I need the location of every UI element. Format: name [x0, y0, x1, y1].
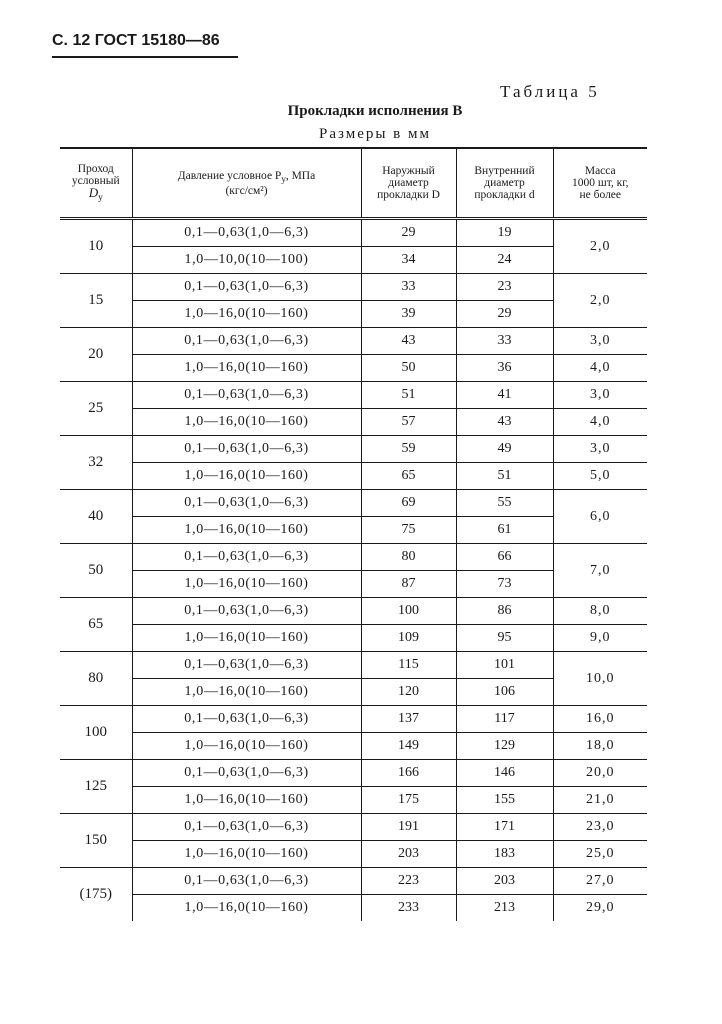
- mass-cell: 5,0: [553, 463, 647, 490]
- header-inner-line1: Внутренний: [474, 165, 535, 177]
- table-title: Прокладки исполнения В: [287, 103, 463, 119]
- pressure-cell: 1,0—16,0(10—160): [132, 409, 361, 436]
- mass-cell: 3,0: [553, 328, 647, 355]
- table-row: [60, 598, 647, 625]
- inner-diameter-cell: 24: [456, 247, 553, 274]
- outer-diameter-cell: 39: [361, 301, 456, 328]
- inner-diameter-cell: 66: [456, 544, 553, 571]
- outer-diameter-cell: 191: [361, 814, 456, 841]
- outer-diameter-cell: 59: [361, 436, 456, 463]
- header-pressure-unit: , МПа: [285, 169, 316, 182]
- pressure-cell: 0,1—0,63(1,0—6,3): [132, 706, 361, 733]
- outer-diameter-cell: 233: [361, 895, 456, 922]
- inner-diameter-cell: 55: [456, 490, 553, 517]
- outer-diameter-cell: 80: [361, 544, 456, 571]
- pressure-cell: 0,1—0,63(1,0—6,3): [132, 814, 361, 841]
- header-outer-diameter: [361, 148, 456, 219]
- units-caption: Размеры в мм: [318, 126, 431, 142]
- inner-diameter-cell: 43: [456, 409, 553, 436]
- outer-diameter-cell: 29: [361, 219, 456, 247]
- pressure-cell: 0,1—0,63(1,0—6,3): [132, 868, 361, 895]
- header-dn-subscript: у: [98, 192, 103, 202]
- mass-cell: 2,0: [553, 219, 647, 274]
- outer-diameter-cell: 65: [361, 463, 456, 490]
- outer-diameter-cell: 149: [361, 733, 456, 760]
- outer-diameter-cell: 34: [361, 247, 456, 274]
- outer-diameter-cell: 120: [361, 679, 456, 706]
- header-pressure-line2: (кгс/см²): [225, 184, 268, 197]
- pressure-cell: 1,0—16,0(10—160): [132, 571, 361, 598]
- inner-diameter-cell: 203: [456, 868, 553, 895]
- outer-diameter-cell: 87: [361, 571, 456, 598]
- outer-diameter-cell: 137: [361, 706, 456, 733]
- pressure-cell: 1,0—16,0(10—160): [132, 625, 361, 652]
- gasket-dimensions-table: [60, 147, 647, 921]
- mass-cell: 27,0: [553, 868, 647, 895]
- pressure-cell: 1,0—10,0(10—100): [132, 247, 361, 274]
- outer-diameter-cell: 223: [361, 868, 456, 895]
- inner-diameter-cell: 36: [456, 355, 553, 382]
- pressure-cell: 1,0—16,0(10—160): [132, 517, 361, 544]
- table-row: [60, 814, 647, 841]
- header-dn-symbol: D: [88, 185, 99, 200]
- inner-diameter-cell: 41: [456, 382, 553, 409]
- mass-cell: 29,0: [553, 895, 647, 922]
- outer-diameter-cell: 166: [361, 760, 456, 787]
- table-row: [60, 490, 647, 517]
- table-row: [60, 868, 647, 895]
- table-row: [60, 544, 647, 571]
- header-pressure-line1: Давление условное P: [177, 169, 282, 182]
- header-pressure-subscript: у: [281, 173, 286, 184]
- outer-diameter-cell: 57: [361, 409, 456, 436]
- inner-diameter-cell: 183: [456, 841, 553, 868]
- mass-cell: 10,0: [553, 652, 647, 706]
- mass-cell: 8,0: [553, 598, 647, 625]
- inner-diameter-cell: 49: [456, 436, 553, 463]
- mass-cell: 3,0: [553, 436, 647, 463]
- inner-diameter-cell: 146: [456, 760, 553, 787]
- header-nominal-bore: [60, 148, 132, 219]
- mass-cell: 4,0: [553, 409, 647, 436]
- table-label: Таблица 5: [500, 82, 600, 101]
- nominal-bore-cell: 150: [60, 814, 132, 868]
- nominal-bore-cell: 50: [60, 544, 132, 598]
- pressure-cell: 0,1—0,63(1,0—6,3): [132, 382, 361, 409]
- pressure-cell: 1,0—16,0(10—160): [132, 733, 361, 760]
- inner-diameter-cell: 51: [456, 463, 553, 490]
- mass-cell: 7,0: [553, 544, 647, 598]
- outer-diameter-cell: 75: [361, 517, 456, 544]
- header-inner-line2: диаметр: [484, 177, 525, 189]
- table-row: [60, 219, 647, 247]
- outer-diameter-cell: 115: [361, 652, 456, 679]
- nominal-bore-cell: 100: [60, 706, 132, 760]
- inner-diameter-cell: 155: [456, 787, 553, 814]
- table-row: [60, 436, 647, 463]
- nominal-bore-cell: 20: [60, 328, 132, 382]
- pressure-cell: 0,1—0,63(1,0—6,3): [132, 598, 361, 625]
- inner-diameter-cell: 171: [456, 814, 553, 841]
- mass-cell: 20,0: [553, 760, 647, 787]
- mass-cell: 25,0: [553, 841, 647, 868]
- pressure-cell: 1,0—16,0(10—160): [132, 679, 361, 706]
- table-row: [60, 409, 647, 436]
- pressure-cell: 0,1—0,63(1,0—6,3): [132, 760, 361, 787]
- nominal-bore-cell: 65: [60, 598, 132, 652]
- inner-diameter-cell: 33: [456, 328, 553, 355]
- mass-cell: 6,0: [553, 490, 647, 544]
- table-row: [60, 706, 647, 733]
- inner-diameter-cell: 213: [456, 895, 553, 922]
- header-outer-line3: прокладки D: [377, 189, 440, 201]
- header-outer-line1: Наружный: [382, 165, 435, 177]
- outer-diameter-cell: 43: [361, 328, 456, 355]
- inner-diameter-cell: 117: [456, 706, 553, 733]
- header-inner-line3: прокладки d: [474, 189, 535, 201]
- outer-diameter-cell: 175: [361, 787, 456, 814]
- inner-diameter-cell: 61: [456, 517, 553, 544]
- pressure-cell: 1,0—16,0(10—160): [132, 301, 361, 328]
- outer-diameter-cell: 33: [361, 274, 456, 301]
- nominal-bore-cell: 125: [60, 760, 132, 814]
- header-pressure: [132, 148, 361, 219]
- inner-diameter-cell: 23: [456, 274, 553, 301]
- outer-diameter-cell: 69: [361, 490, 456, 517]
- header-dn-line1: Проход: [77, 163, 114, 175]
- outer-diameter-cell: 51: [361, 382, 456, 409]
- pressure-cell: 0,1—0,63(1,0—6,3): [132, 652, 361, 679]
- nominal-bore-cell: 25: [60, 382, 132, 436]
- pressure-cell: 0,1—0,63(1,0—6,3): [132, 274, 361, 301]
- pressure-cell: 1,0—16,0(10—160): [132, 463, 361, 490]
- table-row: [60, 274, 647, 301]
- inner-diameter-cell: 101: [456, 652, 553, 679]
- pressure-cell: 1,0—16,0(10—160): [132, 841, 361, 868]
- inner-diameter-cell: 86: [456, 598, 553, 625]
- inner-diameter-cell: 129: [456, 733, 553, 760]
- nominal-bore-cell: 15: [60, 274, 132, 328]
- nominal-bore-cell: 40: [60, 490, 132, 544]
- pressure-cell: 0,1—0,63(1,0—6,3): [132, 490, 361, 517]
- outer-diameter-cell: 203: [361, 841, 456, 868]
- table-row: [60, 733, 647, 760]
- mass-cell: 18,0: [553, 733, 647, 760]
- pressure-cell: 0,1—0,63(1,0—6,3): [132, 436, 361, 463]
- pressure-cell: 0,1—0,63(1,0—6,3): [132, 219, 361, 247]
- outer-diameter-cell: 50: [361, 355, 456, 382]
- table-row: [60, 625, 647, 652]
- inner-diameter-cell: 95: [456, 625, 553, 652]
- mass-cell: 2,0: [553, 274, 647, 328]
- table-row: [60, 787, 647, 814]
- table-header-row: [60, 148, 647, 219]
- inner-diameter-cell: 29: [456, 301, 553, 328]
- table-row: [60, 463, 647, 490]
- pressure-cell: 0,1—0,63(1,0—6,3): [132, 328, 361, 355]
- nominal-bore-cell: 80: [60, 652, 132, 706]
- table-row: [60, 355, 647, 382]
- pressure-cell: 1,0—16,0(10—160): [132, 895, 361, 922]
- mass-cell: 21,0: [553, 787, 647, 814]
- mass-cell: 3,0: [553, 382, 647, 409]
- outer-diameter-cell: 109: [361, 625, 456, 652]
- mass-cell: 16,0: [553, 706, 647, 733]
- table-row: [60, 382, 647, 409]
- table-body: [60, 219, 647, 922]
- nominal-bore-cell: 10: [60, 219, 132, 274]
- header-mass-line3: не более: [579, 189, 622, 201]
- inner-diameter-cell: 19: [456, 219, 553, 247]
- pressure-cell: 0,1—0,63(1,0—6,3): [132, 544, 361, 571]
- inner-diameter-cell: 73: [456, 571, 553, 598]
- outer-diameter-cell: 100: [361, 598, 456, 625]
- mass-cell: 23,0: [553, 814, 647, 841]
- pressure-cell: 1,0—16,0(10—160): [132, 787, 361, 814]
- inner-diameter-cell: 106: [456, 679, 553, 706]
- header-outer-line2: диаметр: [388, 177, 429, 189]
- mass-cell: 9,0: [553, 625, 647, 652]
- header-mass-line2: 1000 шт, кг,: [571, 177, 629, 189]
- table-row: [60, 895, 647, 922]
- mass-cell: 4,0: [553, 355, 647, 382]
- header-mass: [553, 148, 647, 219]
- pressure-cell: 1,0—16,0(10—160): [132, 355, 361, 382]
- table-row: [60, 760, 647, 787]
- table-row: [60, 652, 647, 679]
- table-row: [60, 841, 647, 868]
- header-mass-line1: Масса: [584, 165, 616, 177]
- page-header: С. 12 ГОСТ 15180—86: [52, 32, 238, 58]
- header-inner-diameter: [456, 148, 553, 219]
- nominal-bore-cell: 32: [60, 436, 132, 490]
- table-row: [60, 328, 647, 355]
- header-dn-line2: условный: [71, 175, 120, 187]
- nominal-bore-cell: (175): [60, 868, 132, 922]
